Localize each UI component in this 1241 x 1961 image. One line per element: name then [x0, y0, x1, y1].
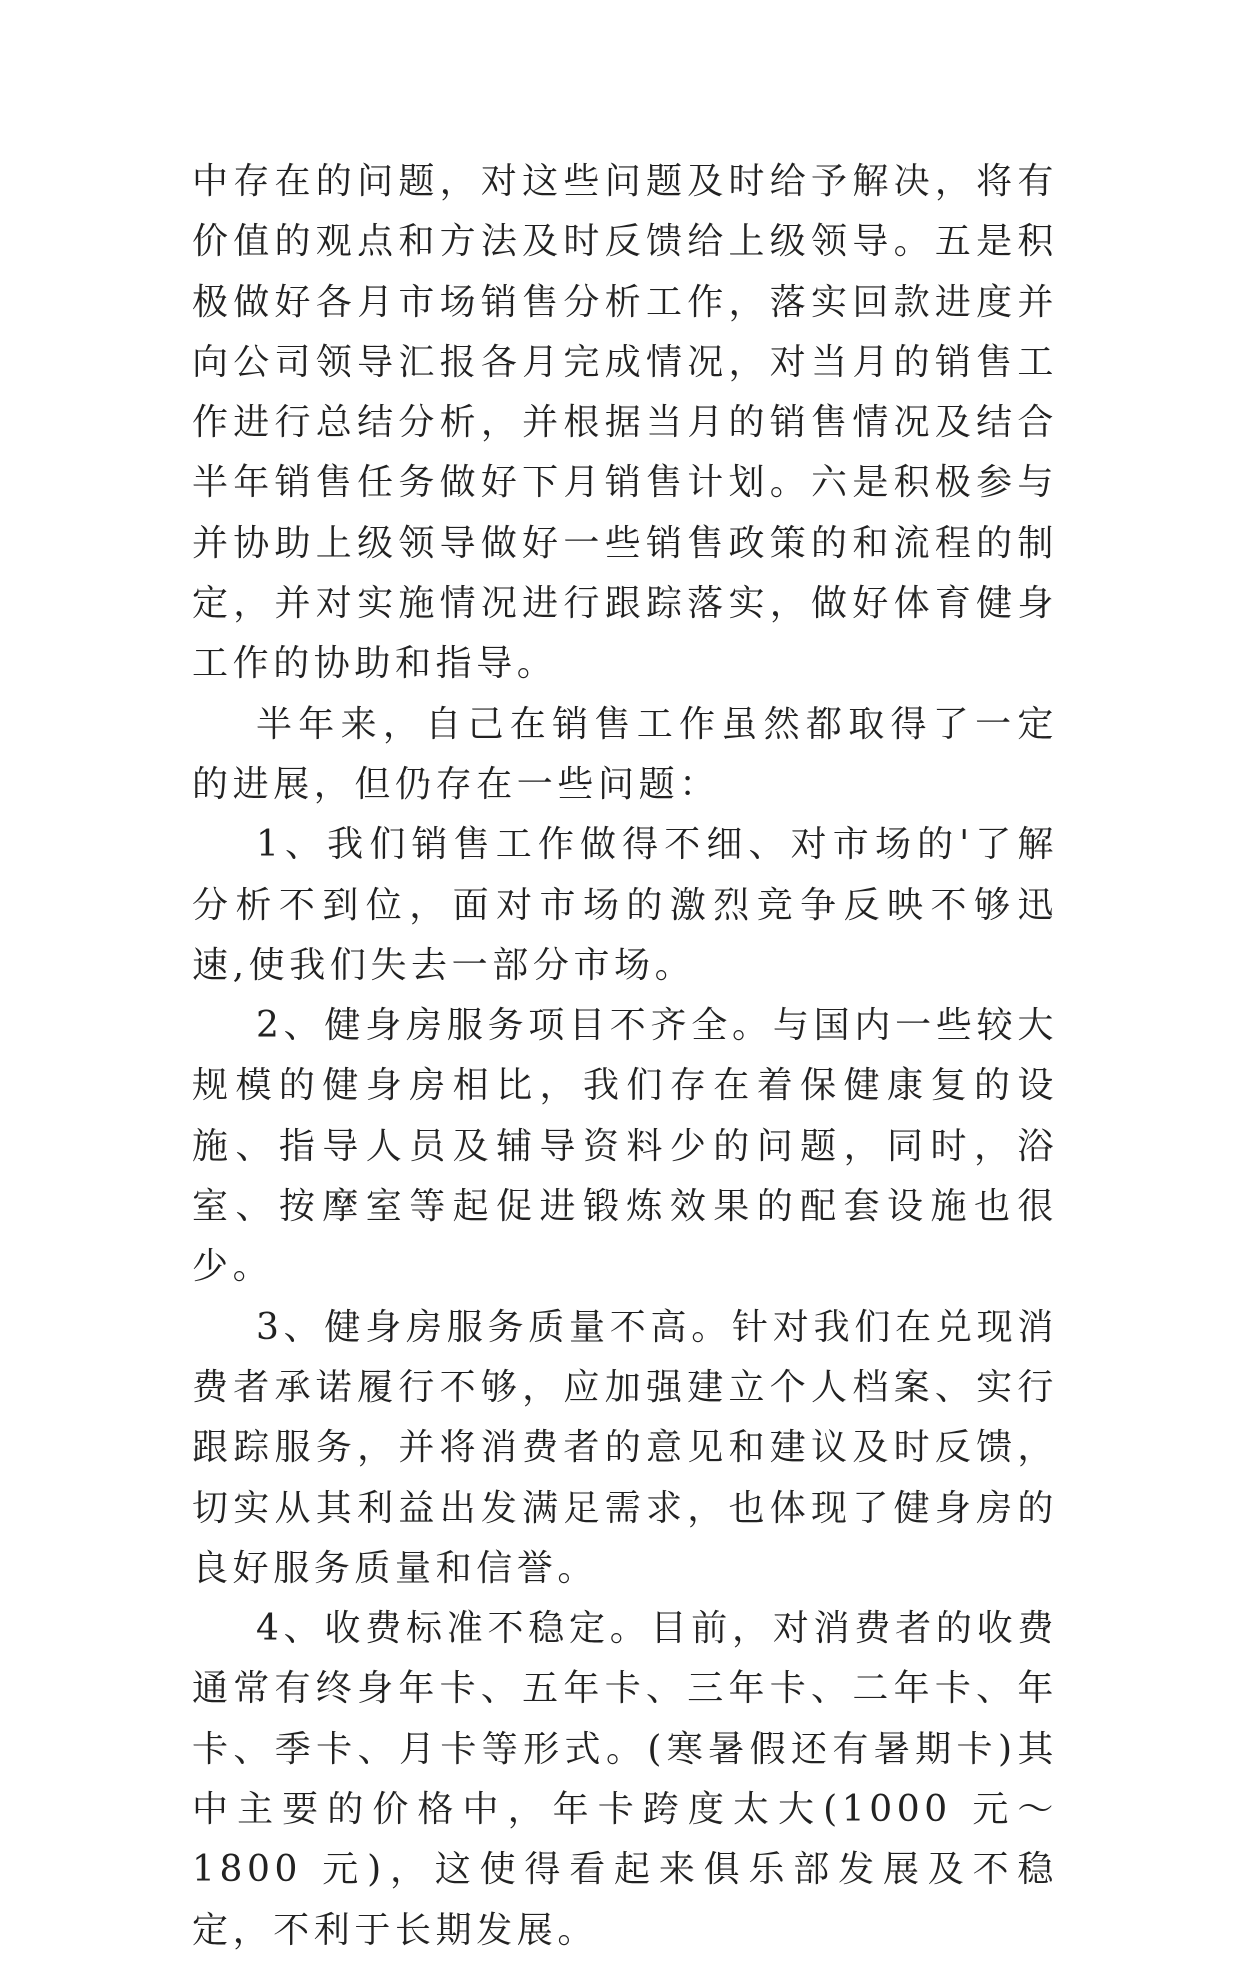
- paragraph-issue-2: 2、健身房服务项目不齐全。与国内一些较大规模的健身房相比，我们存在着保健康复的设施、指导人员及辅导资料少的问题，同时，浴室、按摩室等起促进锻炼效果的配套设施也很少。: [192, 1005, 1058, 1288]
- paragraph-issue-1: 1、我们销售工作做得不细、对市场的'了解分析不到位，面对市场的激烈竞争反映不够迅速,使我们失去一部分市场。: [192, 824, 1058, 986]
- paragraph-issue-4: 4、收费标准不稳定。目前，对消费者的收费通常有终身年卡、五年卡、三年卡、二年卡、年卡、季卡、月卡等形式。(寒暑假还有暑期卡)其中主要的价格中，年卡跨度太大(1000 元～1800 元)，这使得看起来俱乐部发展及不稳定，不利于长期发展。: [192, 1608, 1058, 1951]
- paragraph-issue-3: 3、健身房服务质量不高。针对我们在兑现消费者承诺履行不够，应加强建立个人档案、实行跟踪服务，并将消费者的意见和建议及时反馈，切实从其利益出发满足需求，也体现了健身房的良好服务质量和信誉。: [192, 1306, 1058, 1589]
- paragraph-continuation: 中存在的问题，对这些问题及时给予解决，将有价值的观点和方法及时反馈给上级领导。五是积极做好各月市场销售分析工作，落实回款进度并向公司领导汇报各月完成情况，对当月的销售工作进行总结分析，并根据当月的销售情况及结合半年销售任务做好下月销售计划。六是积极参与并协助上级领导做好一些销售政策的和流程的制定，并对实施情况进行跟踪落实，做好体育健身工作的协助和指导。: [192, 161, 1058, 685]
- document-body: [192, 152, 1058, 1961]
- paragraph-summary-intro: 半年来，自己在销售工作虽然都取得了一定的进展，但仍存在一些问题：: [192, 703, 1058, 805]
